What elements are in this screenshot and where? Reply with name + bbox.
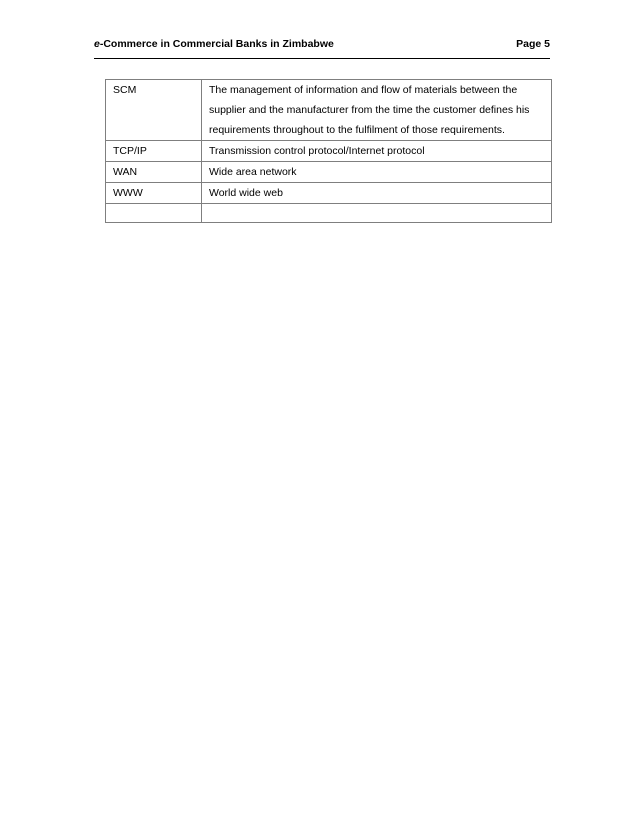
table-row (106, 141, 552, 162)
abbreviations-table (105, 79, 552, 223)
abbreviation-term: WWW (106, 183, 202, 204)
empty-cell (106, 204, 202, 223)
table-row (106, 162, 552, 183)
abbreviation-definition: Wide area network (202, 162, 552, 183)
abbreviation-term: SCM (106, 80, 202, 141)
document-title-rest: -Commerce in Commercial Banks in Zimbabwe (99, 38, 334, 50)
abbreviation-definition: World wide web (202, 183, 552, 204)
table-row (106, 80, 552, 141)
page-header (94, 38, 550, 54)
document-title (94, 38, 334, 50)
abbreviation-definition: Transmission control protocol/Internet protocol (202, 141, 552, 162)
abbreviation-term: WAN (106, 162, 202, 183)
table-row (106, 183, 552, 204)
abbreviation-term: TCP/IP (106, 141, 202, 162)
empty-table-row (106, 204, 552, 223)
page-number: Page 5 (516, 38, 550, 50)
header-divider (94, 58, 550, 59)
empty-cell (202, 204, 552, 223)
abbreviation-definition: The management of information and flow of materials between the supplier and the manufacturer from the time the customer defines his requirements throughout to the fulfilment of those requirements. (202, 80, 552, 141)
document-title-prefix: e (94, 38, 100, 50)
